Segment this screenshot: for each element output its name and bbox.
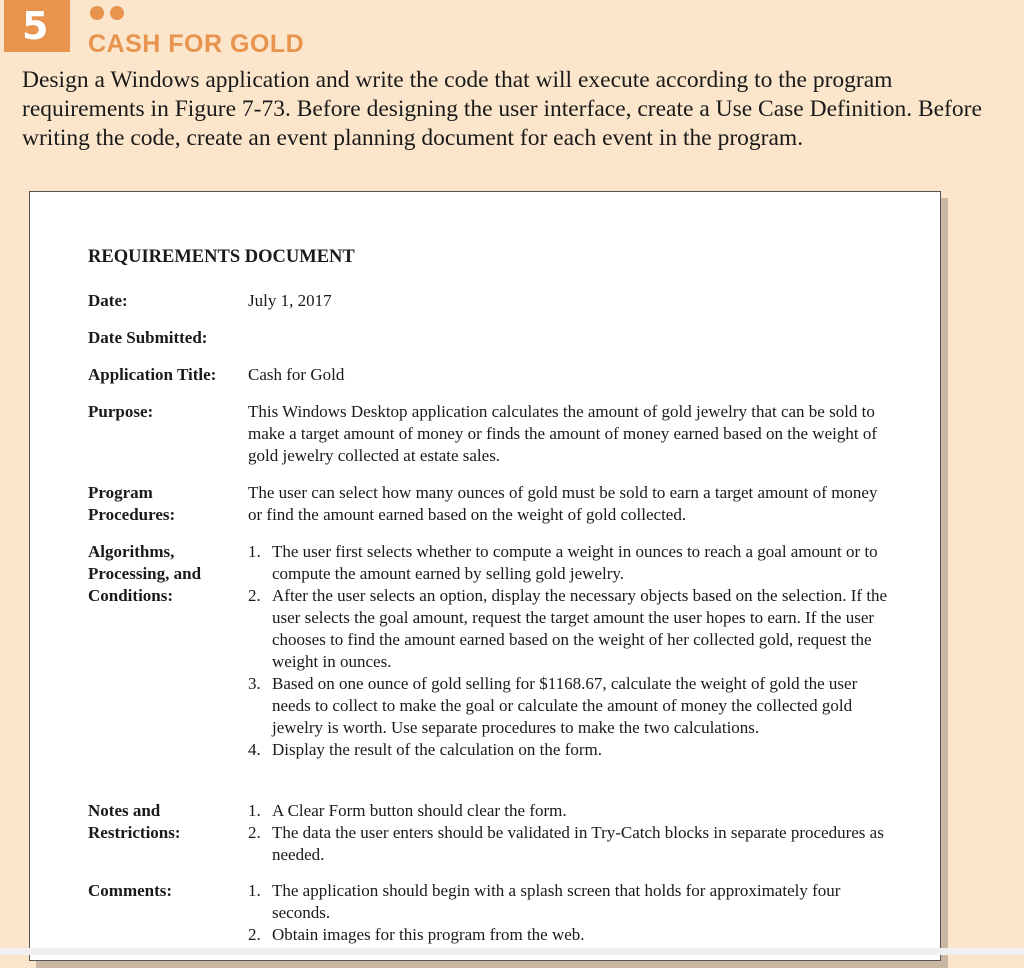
bottom-strip bbox=[0, 948, 1024, 955]
program-procedures-value: The user can select how many ounces of gold must be sold to earn a target amount of money or find the amount earned based on the weight of gold collected. bbox=[248, 483, 878, 524]
purpose-value: This Windows Desktop application calculates the amount of gold jewelry that can be sold to make a target amount of money or finds the amount of money earned based on the weight of gold jewelry collected at estate sales. bbox=[248, 402, 877, 465]
document-title: REQUIREMENTS DOCUMENT bbox=[88, 247, 355, 267]
notes-list bbox=[248, 800, 888, 866]
date-value: July 1, 2017 bbox=[248, 291, 332, 310]
item-text: After the user selects an option, display the necessary objects based on the selection. If the user selects the goal amount, request the target amount the user hopes to earn. If the user chooses to find the amount earned based on the weight of her collected gold, request the weight in ounces. bbox=[272, 586, 888, 671]
item-number: 3. bbox=[248, 674, 261, 693]
list-item bbox=[248, 585, 888, 673]
notes-label bbox=[88, 800, 238, 844]
item-number: 1. bbox=[248, 542, 261, 561]
application-title-value: Cash for Gold bbox=[248, 365, 345, 384]
algorithms-list bbox=[248, 541, 888, 761]
list-item bbox=[248, 541, 888, 585]
difficulty-dot bbox=[90, 6, 104, 20]
item-number: 1. bbox=[248, 881, 261, 900]
label-line: Processing, and bbox=[88, 564, 202, 583]
item-text: The application should begin with a splash screen that holds for approximately four seconds. bbox=[272, 881, 841, 922]
application-title-label: Application Title: bbox=[88, 365, 217, 384]
algorithms-label bbox=[88, 541, 238, 607]
list-item bbox=[248, 822, 888, 866]
list-item bbox=[248, 880, 888, 924]
item-text: The user first selects whether to compute a weight in ounces to reach a goal amount or to compute the amount earned by selling gold jewelry. bbox=[272, 542, 878, 583]
item-number: 2. bbox=[248, 925, 261, 944]
difficulty-dot bbox=[110, 6, 124, 20]
item-number: 2. bbox=[248, 586, 261, 605]
comments-label: Comments: bbox=[88, 881, 173, 900]
comments-list bbox=[248, 880, 888, 946]
difficulty-dots bbox=[90, 6, 124, 20]
list-item bbox=[248, 739, 888, 761]
item-text: Obtain images for this program from the web. bbox=[272, 925, 585, 944]
label-line: Algorithms, bbox=[88, 542, 175, 561]
label-line: Notes and bbox=[88, 801, 161, 820]
date-label: Date: bbox=[88, 291, 128, 310]
label-line: Conditions: bbox=[88, 586, 174, 605]
list-item bbox=[248, 924, 888, 946]
item-text: The data the user enters should be validated in Try-Catch blocks in separate procedures as needed. bbox=[272, 823, 884, 864]
label-line: Program bbox=[88, 483, 153, 502]
requirements-document bbox=[29, 191, 941, 961]
exercise-title: CASH FOR GOLD bbox=[88, 30, 305, 58]
item-text: A Clear Form button should clear the form. bbox=[272, 801, 567, 820]
list-item bbox=[248, 800, 888, 822]
exercise-intro: Design a Windows application and write the code that will execute according to the program requirements in Figure 7-73. Before designing the user interface, create a Use Case Definition. Before writing the code, create an event planning document for each event in the program. bbox=[22, 67, 982, 151]
item-text: Based on one ounce of gold selling for $1168.67, calculate the weight of gold the user needs to collect to make the goal or calculate the amount of money the collected gold jewelry is worth. Use separate procedures to make the two calculations. bbox=[272, 674, 858, 737]
date-submitted-label: Date Submitted: bbox=[88, 328, 208, 347]
item-number: 1. bbox=[248, 801, 261, 820]
label-line: Restrictions: bbox=[88, 823, 181, 842]
exercise-number: 5 bbox=[4, 0, 70, 52]
purpose-label: Purpose: bbox=[88, 402, 154, 421]
item-number: 4. bbox=[248, 740, 261, 759]
list-item bbox=[248, 673, 888, 739]
item-text: Display the result of the calculation on the form. bbox=[272, 740, 602, 759]
item-number: 2. bbox=[248, 823, 261, 842]
program-procedures-label bbox=[88, 482, 238, 526]
label-line: Procedures: bbox=[88, 505, 176, 524]
